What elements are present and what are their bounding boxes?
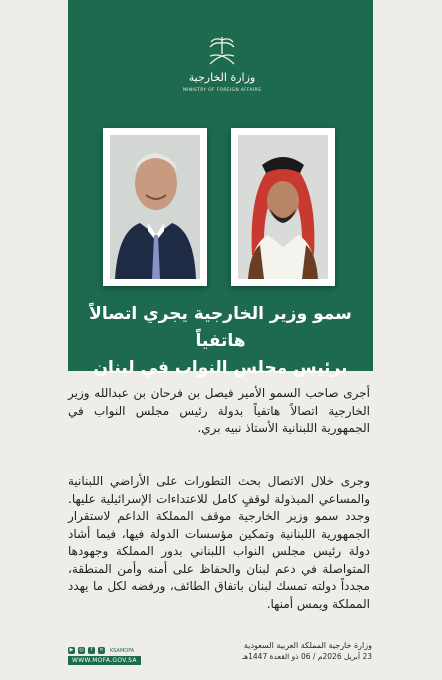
footer-social [68, 647, 168, 665]
emblem-palm-swords-icon [194, 34, 250, 96]
social-icons-row [68, 647, 134, 654]
body-paragraph-1: أجرى صاحب السمو الأمير فيصل بن فرحان بن عبدالله وزير الخارجية اتصالاً هاتفياً بدولة رئيس مجلس النواب في الجمهورية اللبنانية الأستاذ نبيه بري. [68, 386, 370, 435]
footer-attribution [200, 640, 372, 662]
ministry-full-name: وزارة خارجية المملكة العربية السعودية [243, 641, 372, 650]
x-icon[interactable]: ✕ [99, 647, 104, 653]
ministry-name-ar: وزارة الخارجية [188, 71, 256, 84]
social-handle[interactable]: KSAMOFA [110, 647, 135, 654]
facebook-icon[interactable]: f [88, 647, 95, 654]
headline-line-2: برئيس مجلس النواب في لبنان [93, 358, 348, 378]
photo-frame-right [231, 128, 335, 286]
publication-date: 23 أبريل 2026م / 06 ذو القعدة 1447هـ [241, 652, 372, 661]
portrait-elderly-man-photo [110, 135, 200, 279]
body-paragraph-2: وجرى خلال الاتصال بحث التطورات على الأراضي اللبنانية والمساعي المبذولة لوقفٍ كامل للاعتداءات الإسرائيلية عليها. وجدد سمو وزير الخارجية موقف المملكة الداعم لاستقرار الجمهورية اللبنانية وتمكين مؤسسات الدولة فيها، فيما أشاد دولة رئيس مجلس النواب اللبناني بدور المملكة وجهودها المتواصلة في دعم لبنان والحفاظ على أمنه وأمن المنطقة، مجدداً دولته تمسك لبنان باتفاق الطائف، ورفضه لكل ما يهدد المملكة ويمس أمنها. [68, 474, 370, 611]
instagram-icon[interactable]: ◎ [79, 647, 84, 653]
photo-frame-left [103, 128, 207, 286]
ministry-name-en: MINISTRY OF FOREIGN AFFAIRS [182, 88, 262, 93]
website-link[interactable]: WWW.MOFA.GOV.SA [68, 656, 141, 665]
headline-line-1: سمو وزير الخارجية يجري اتصالاً هاتفياً [89, 304, 352, 351]
portrait-man-ghutra-photo [238, 135, 328, 279]
youtube-icon[interactable]: ▶ [69, 647, 74, 653]
headline [68, 301, 373, 382]
